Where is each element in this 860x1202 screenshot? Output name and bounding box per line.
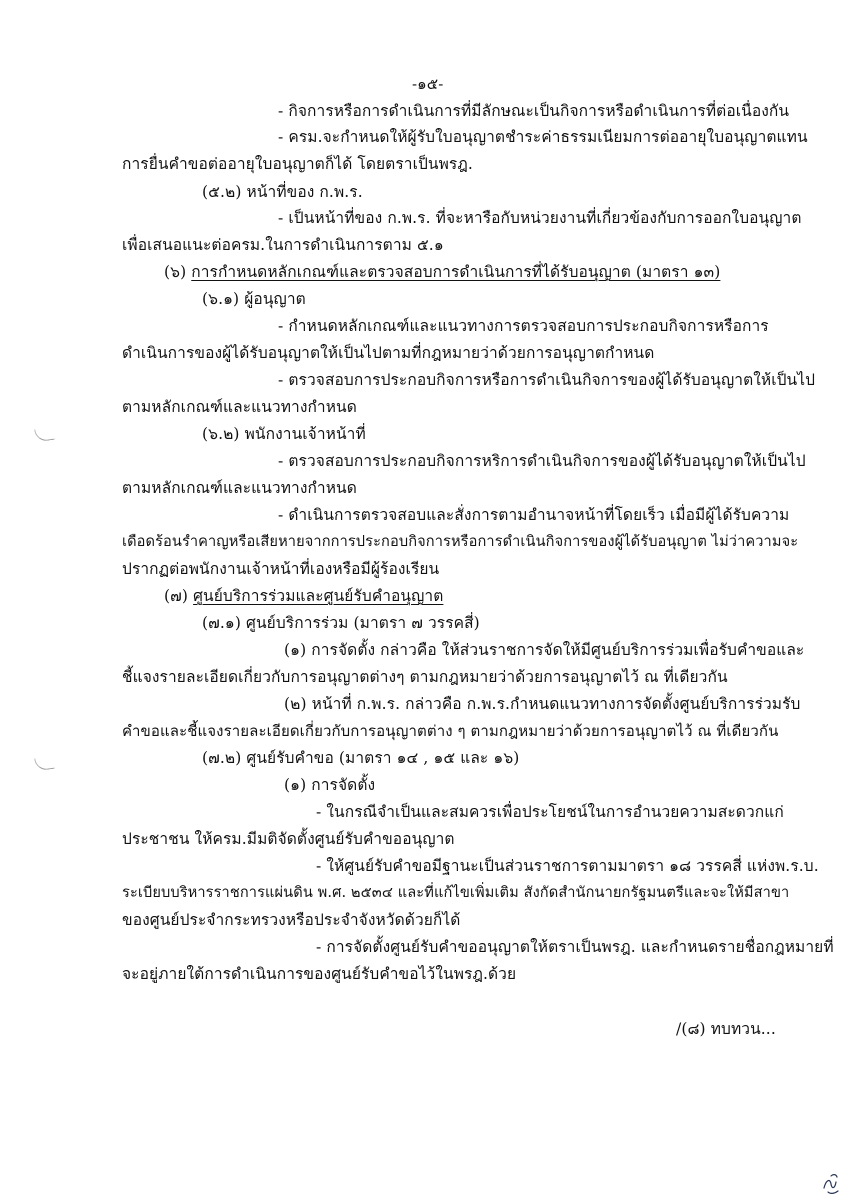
text-line: ปรากฏต่อพนักงานเจ้าหน้าที่เองหรือมีผู้ร้องเรียน [122, 560, 440, 578]
continuation-note: /(๘) ทบทวน... [676, 1020, 776, 1038]
text-line: ระเบียบบริหารราชการแผ่นดิน พ.ศ. ๒๕๓๔ และที่แก้ไขเพิ่มเติม สังกัดสำนักนายกรัฐมนตรีและจะให้มีสาขา [122, 884, 790, 901]
text-line: - การจัดตั้งศูนย์รับคำขออนุญาตให้ตราเป็นพรฎ. และกำหนดรายชื่อกฎหมายที่ [316, 938, 834, 956]
text-line: - ในกรณีจำเป็นและสมควรเพื่อประโยชน์ในการอำนวยความสะดวกแก่ [316, 803, 784, 821]
handwritten-initials-icon [820, 1168, 842, 1196]
page-number: -๑๕- [412, 75, 444, 93]
section-heading [164, 261, 720, 283]
text-line: (๑) การจัดตั้ง กล่าวคือ ให้ส่วนราชการจัดให้มีศูนย์บริการร่วมเพื่อรับคำขอและ [284, 641, 805, 659]
text-line: - กิจการหรือการดำเนินการที่มีลักษณะเป็นกิจการหรือดำเนินการที่ต่อเนื่องกัน [278, 102, 790, 120]
subsection-heading: (๖.๒) พนักงานเจ้าหน้าที่ [202, 425, 366, 443]
text-line: ตามหลักเกณฑ์และแนวทางกำหนด [122, 398, 357, 416]
text-line: (๒) หน้าที่ ก.พ.ร. กล่าวคือ ก.พ.ร.กำหนดแนวทางการจัดตั้งศูนย์บริการร่วมรับ [284, 695, 801, 713]
text-line: เดือดร้อนรำคาญหรือเสียหายจากการประกอบกิจการหรือการดำเนินกิจการของผู้ได้รับอนุญาต ไม่ว่าความจะ [122, 533, 799, 550]
text-line: - ตรวจสอบการประกอบกิจการหรือการดำเนินกิจการของผู้ได้รับอนุญาตให้เป็นไป [278, 371, 816, 389]
punch-hole-mark [34, 427, 55, 443]
subsection-heading: (๕.๒) หน้าที่ของ ก.พ.ร. [202, 183, 363, 201]
punch-hole-mark [34, 756, 55, 772]
text-line: - ตรวจสอบการประกอบกิจการหริการดำเนินกิจการของผู้ได้รับอนุญาตให้เป็นไป [278, 452, 806, 470]
subsection-heading: (๖.๑) ผู้อนุญาต [202, 290, 306, 308]
text-line: (๑) การจัดตั้ง [284, 776, 376, 794]
text-line: ตามหลักเกณฑ์และแนวทางกำหนด [122, 479, 357, 497]
subsection-heading: (๗.๑) ศูนย์บริการร่วม (มาตรา ๗ วรรคสี่) [202, 614, 480, 632]
subsection-heading: (๗.๒) ศูนย์รับคำขอ (มาตรา ๑๔ , ๑๕ และ ๑๖) [202, 749, 520, 767]
section-number: (๗) [164, 587, 189, 605]
section-title: การกำหนดหลักเกณฑ์และตรวจสอบการดำเนินการที่ได้รับอนุญาต (มาตรา ๑๓) [191, 263, 721, 281]
text-line: การยื่นคำขอต่ออายุใบอนุญาตก็ได้ โดยตราเป็นพรฎ. [122, 155, 473, 173]
section-number: (๖) [164, 263, 187, 281]
text-line: จะอยู่ภายใต้การดำเนินการของศูนย์รับคำขอไว้ในพรฎ.ด้วย [122, 965, 517, 983]
text-line: - ให้ศูนย์รับคำขอมีฐานะเป็นส่วนราชการตามมาตรา ๑๘ วรรคสี่ แห่งพ.ร.บ. [316, 857, 819, 875]
text-line: ของศูนย์ประจำกระทรวงหรือประจำจังหวัดด้วยก็ได้ [122, 911, 461, 929]
text-line: ดำเนินการของผู้ได้รับอนุญาตให้เป็นไปตามที่กฎหมายว่าด้วยการอนุญาตกำหนด [122, 344, 655, 362]
section-title: ศูนย์บริการร่วมและศูนย์รับคำอนุญาต [193, 587, 444, 605]
text-line: ประชาชน ให้ครม.มีมติจัดตั้งศูนย์รับคำขออนุญาต [122, 830, 455, 848]
text-line: - เป็นหน้าที่ของ ก.พ.ร. ที่จะหารือกับหน่วยงานที่เกี่ยวข้องกับการออกใบอนุญาต [278, 209, 802, 227]
text-line: ชี้แจงรายละเอียดเกี่ยวกับการอนุญาตต่างๆ ตามกฎหมายว่าด้วยการอนุญาตไว้ ณ ที่เดียวกัน [122, 668, 728, 686]
text-line: - ดำเนินการตรวจสอบและสั่งการตามอำนาจหน้าที่โดยเร็ว เมื่อมีผู้ได้รับความ [278, 506, 790, 524]
section-heading [164, 585, 443, 607]
text-line: - ครม.จะกำหนดให้ผู้รับใบอนุญาตชำระค่าธรรมเนียมการต่ออายุใบอนุญาตแทน [278, 128, 808, 146]
text-line: เพื่อเสนอแนะต่อครม.ในการดำเนินการตาม ๕.๑ [122, 236, 444, 254]
text-line: - กำหนดหลักเกณฑ์และแนวทางการตรวจสอบการประกอบกิจการหรือการ [278, 317, 769, 335]
text-line: คำขอและชี้แจงรายละเอียดเกี่ยวกับการอนุญาตต่าง ๆ ตามกฎหมายว่าด้วยการอนุญาตไว้ ณ ที่เดียวกัน [122, 722, 779, 740]
